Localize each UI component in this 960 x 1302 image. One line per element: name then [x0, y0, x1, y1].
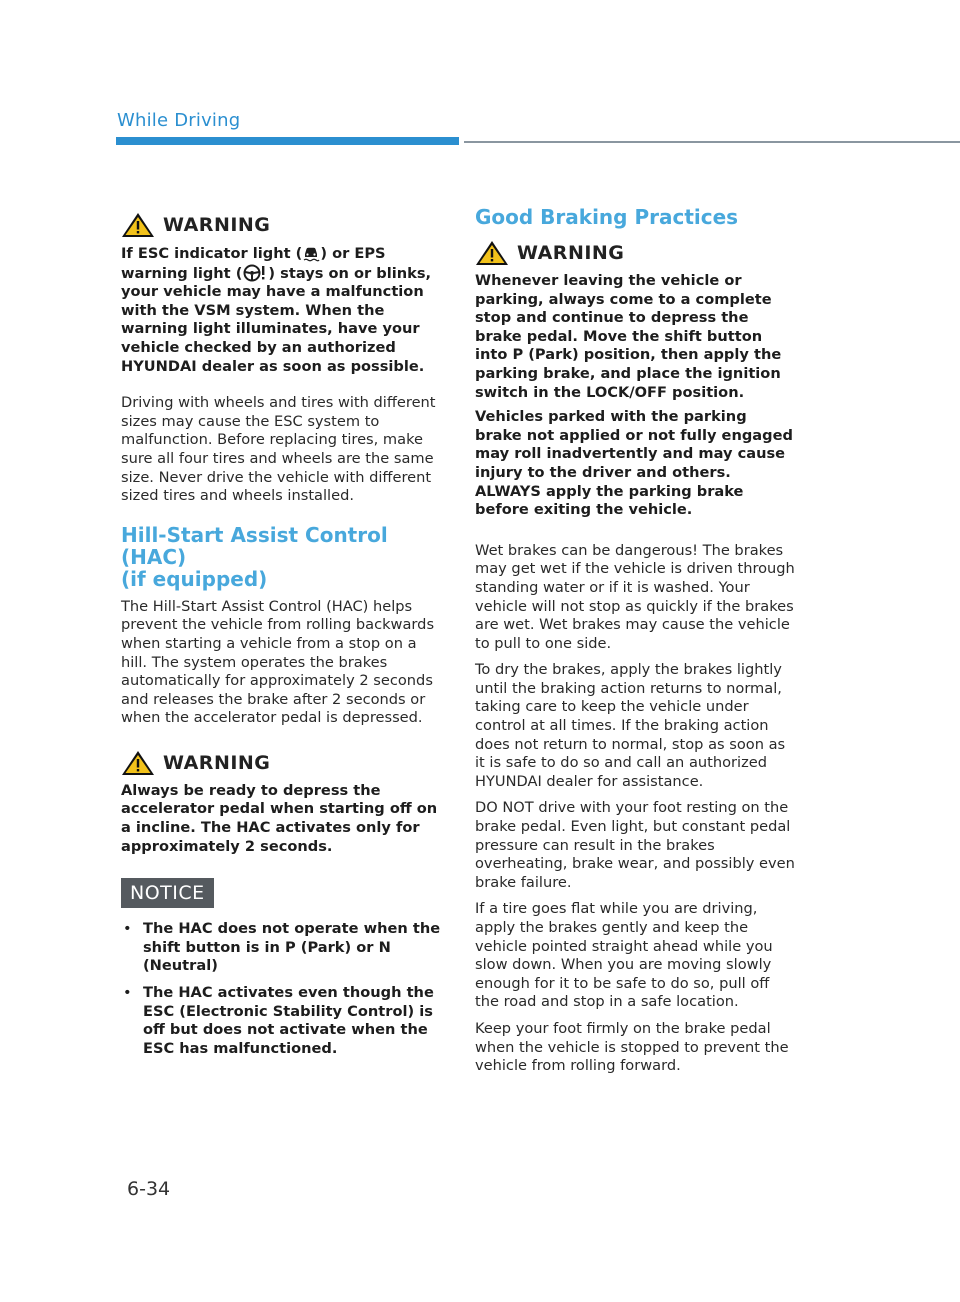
tire-size-paragraph: Driving with wheels and tires with different sizes may cause the ESC system to malfunction. Before replacing tires, make sure all four tires and wheels are the same size. Never drive the vehicle with different sized tires and wheels installed.	[121, 394, 436, 505]
braking-paragraphs	[475, 542, 795, 1076]
warning-text-part: If ESC indicator light (	[121, 245, 303, 262]
left-column	[121, 212, 441, 1066]
warning-text-esc	[121, 244, 441, 376]
esc-indicator-icon	[302, 244, 320, 262]
notice-list	[121, 920, 441, 1058]
notice-block	[121, 878, 441, 1058]
warning-text-parking-1: Whenever leaving the vehicle or parking, always come to a complete stop and continue to depress the brake pedal. Move the shift button into P (Park) position, then apply the parking brake, and place the ignition switch in the LOCK/OFF position.	[475, 272, 782, 401]
warning-triangle-icon	[121, 212, 155, 238]
warning-triangle-icon	[475, 240, 509, 266]
hac-heading	[121, 524, 441, 590]
header-accent-bar	[116, 137, 459, 145]
warning-text-parking-2: Vehicles parked with the parking brake not applied or not fully engaged may roll inadvertently and may cause injury to the driver and others. ALWAYS apply the parking brake before exiting the vehicle.	[475, 408, 793, 519]
warning-label: WARNING	[163, 751, 271, 774]
warning-label: WARNING	[517, 242, 625, 264]
notice-item: • The HAC activates even though the ESC (Electronic Stability Control) is off but does not activate when the ESC has malfunctioned.	[121, 984, 441, 1058]
warning-text-part: ) or EPS warning light (	[121, 245, 386, 282]
braking-paragraph: Keep your foot firmly on the brake pedal when the vehicle is stopped to prevent the vehicle from rolling forward.	[475, 1019, 789, 1075]
warning-text-part: ) stays on or blinks, your vehicle may have a malfunction with the VSM system. When the warning light illuminates, have your vehicle checked by an authorized HYUNDAI dealer as soon as possible.	[121, 264, 432, 375]
eps-warning-icon	[242, 264, 268, 282]
braking-paragraph: DO NOT drive with your foot resting on the brake pedal. Even light, but constant pedal pressure can result in the brakes overheating, brake wear, and possibly even brake failure.	[475, 799, 795, 891]
warning-header	[121, 212, 441, 238]
page-number: 6-34	[127, 1178, 171, 1200]
section-title: While Driving	[117, 110, 241, 131]
hac-paragraph: The Hill-Start Assist Control (HAC) helps prevent the vehicle from rolling backwards when starting a vehicle from a stop on a hill. The system operates the brakes automatically for approximately 2 seconds and releases the brake after 2 seconds or when the accelerator pedal is depressed.	[121, 597, 435, 727]
warning-triangle-icon	[121, 750, 155, 776]
hac-heading-line2: (if equipped)	[121, 566, 268, 591]
braking-paragraph: If a tire goes flat while you are driving, apply the brakes gently and keep the vehicle pointed straight ahead while you slow down. When you are moving slowly enough for it to be safe to do so, pull off the road and stop in a safe location.	[475, 900, 773, 1011]
warning-label: WARNING	[163, 214, 271, 236]
notice-item: • The HAC does not operate when the shift button is in P (Park) or N (Neutral)	[121, 920, 441, 976]
warning-header	[121, 750, 441, 776]
header-rule	[464, 141, 960, 143]
warning-text-hac: Always be ready to depress the accelerator pedal when starting off on a incline. The HAC activates only for approximately 2 seconds.	[121, 781, 438, 855]
right-column	[475, 206, 795, 1084]
braking-paragraph: Wet brakes can be dangerous! The brakes may get wet if the vehicle is driven through standing water or if it is washed. Your vehicle will not stop as quickly if the brakes are wet. Wet brakes may cause the vehicle to pull to one side.	[475, 541, 795, 652]
warning-header	[475, 240, 795, 266]
braking-heading: Good Braking Practices	[475, 205, 739, 229]
notice-badge: NOTICE	[121, 878, 214, 908]
braking-paragraph: To dry the brakes, apply the brakes lightly until the braking action returns to normal, taking care to keep the vehicle under control at all times. If the braking action does not return to normal, stop as soon as it is safe to do so and call an authorized HYUNDAI dealer for assistance.	[475, 661, 786, 790]
hac-heading-line1: Hill-Start Assist Control (HAC)	[121, 522, 388, 569]
